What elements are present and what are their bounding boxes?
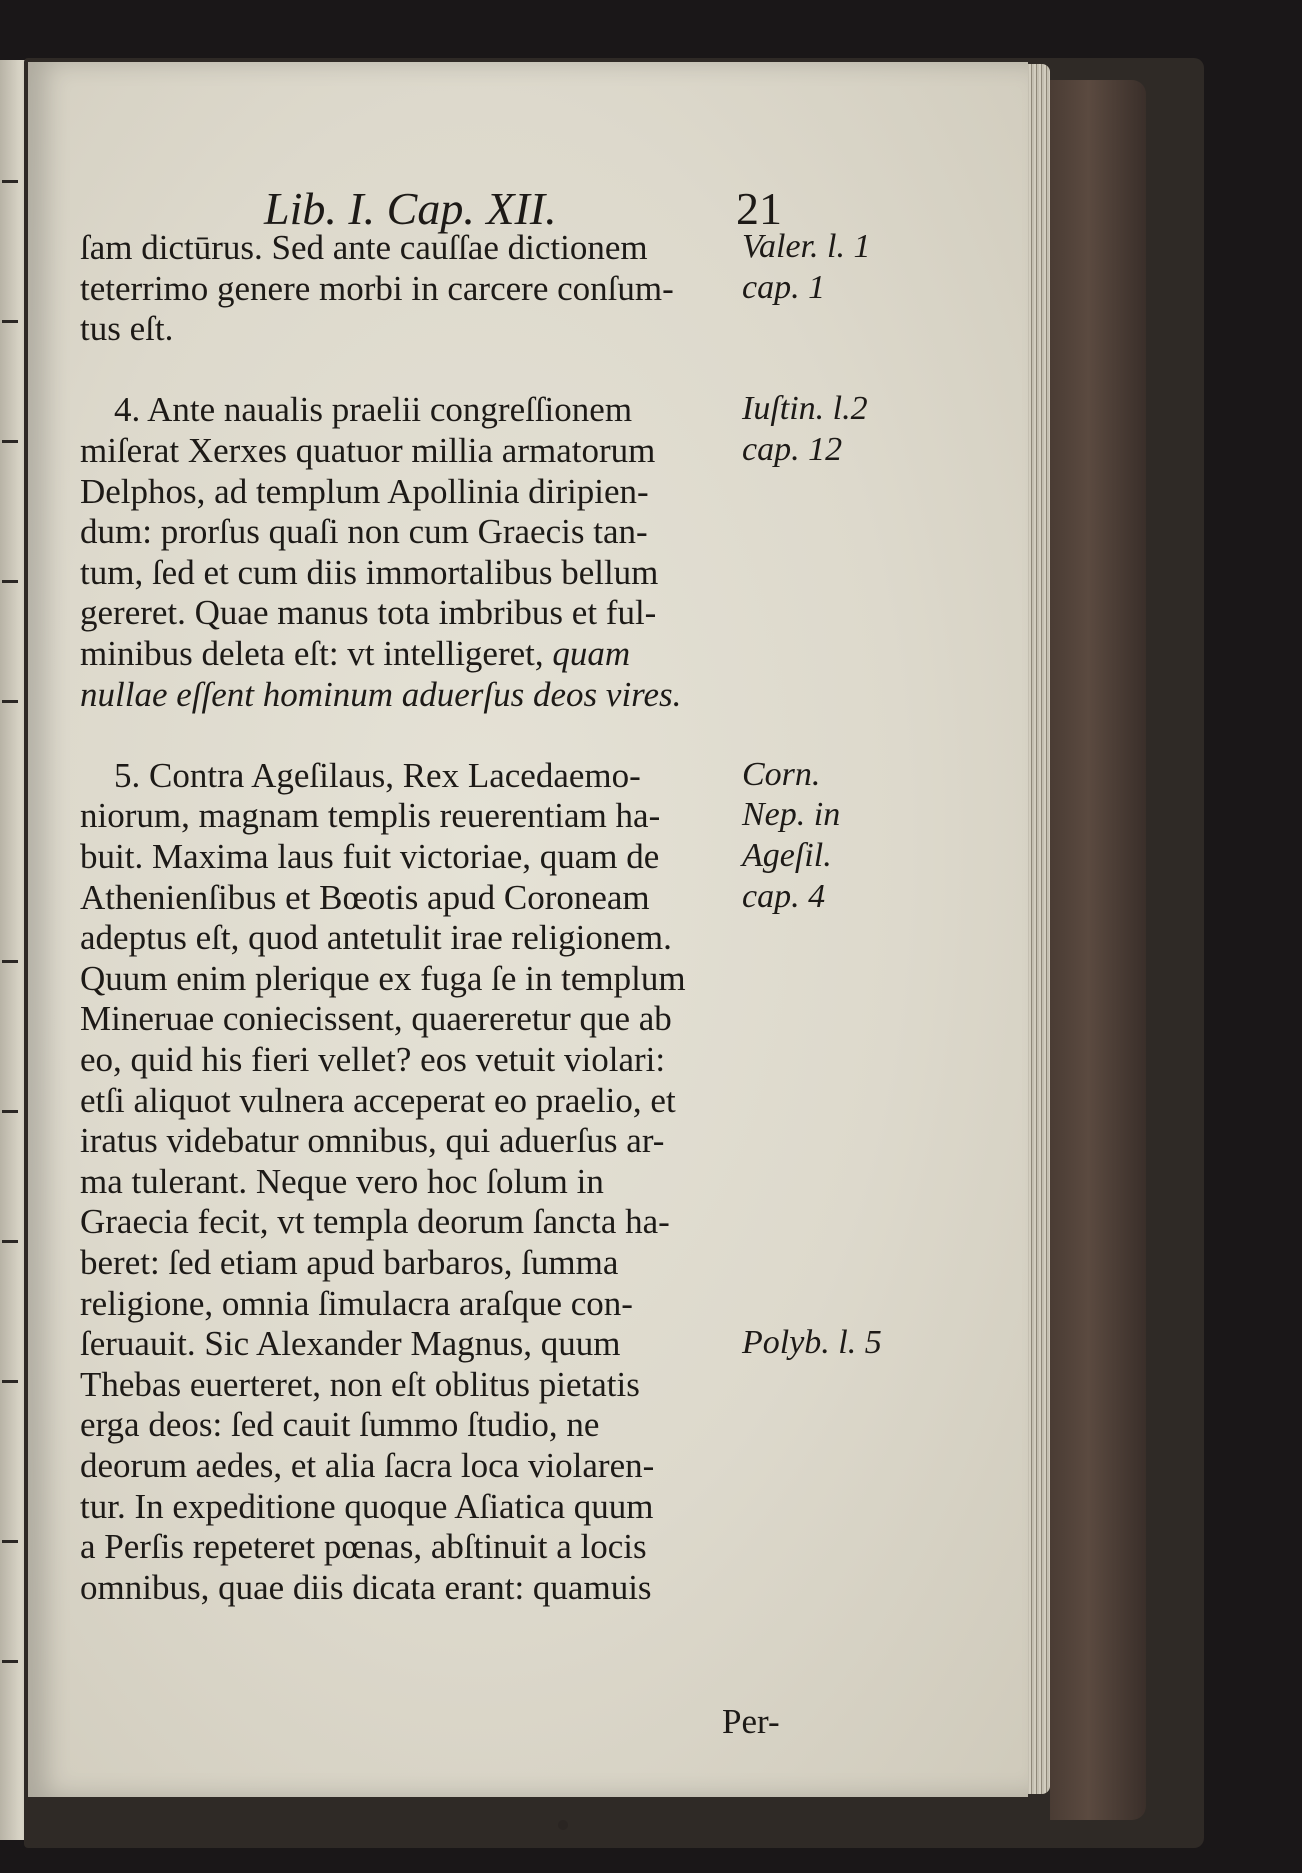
text-line: Athenienſibus et Bœotis apud Coroneam [80,877,650,917]
text-line: buit. Maxima laus fuit victoriae, quam de [80,837,660,876]
page-number: 21 [736,183,782,234]
text-line: a Perſis repeteret pœnas, abſtinuit a locis [80,1527,647,1567]
text-line: Quum enim plerique ex fuga ſe in templum [80,958,686,998]
text-line: etſi aliquot vulnera acceperat eo praelio, et [80,1080,676,1120]
text-line: nullae eſſent hominum aduerſus deos vires. [80,674,682,714]
text-line: iratus videbatur omnibus, qui aduerſus ar- [80,1121,665,1161]
text-line: 5. Contra Ageſilaus, Rex Lacedaemo- [114,755,641,795]
text-line: ſam dictūrus. Sed ante cauſſae dictionem [80,228,648,267]
text-line: beret: ſed etiam apud barbaros, ſumma [80,1243,619,1282]
text-line: Thebas euerteret, non eſt oblitus pietatis [80,1364,640,1404]
margin-note: Corn. [742,755,821,793]
book-cover-edge [1050,80,1146,1820]
running-title: Lib. I. Cap. XII. [264,183,557,234]
margin-note: cap. 4 [742,877,826,915]
text-line: gereret. Quae manus tota imbribus et ful- [80,593,657,633]
text-line: tus eſt. [80,309,174,349]
text-line: dum: prorſus quaſi non cum Graecis tan- [80,512,648,552]
margin-notes [742,228,1022,1708]
italic-fragment: quam [552,634,631,673]
text-line: deorum aedes, et alia ſacra loca violaren- [80,1446,655,1485]
text-line: tum, ſed et cum diis immortalibus bellum [80,552,659,592]
text-line: 4. Ante naualis praelii congreſſionem [114,390,633,430]
text-line: ma tulerant. Neque vero hoc ſolum in [80,1161,604,1201]
text-line: teterrimo genere morbi in carcere conſum- [80,268,674,308]
body-text [80,228,730,1708]
text-line: religione, omnia ſimulacra araſque con- [80,1283,633,1323]
text-line: adeptus eſt, quod antetulit irae religionem. [80,918,672,958]
text-line: miſerat Xerxes quatuor millia armatorum [80,431,656,470]
margin-note: cap. 1 [742,268,826,306]
printed-page [28,62,1028,1797]
text-line: Delphos, ad templum Apollinia diripien- [80,471,649,511]
text-line: erga deos: ſed cauit ſummo ſtudio, ne [80,1405,600,1445]
text-line: tur. In expeditione quoque Aſiatica quum [80,1486,654,1526]
text-line: Mineruae coniecissent, quaereretur que ab [80,999,672,1039]
margin-note: Nep. in [742,796,841,834]
text-line: Graecia fecit, vt templa deorum ſancta ha- [80,1202,670,1242]
text-line: ſeruauit. Sic Alexander Magnus, quum [80,1324,621,1364]
catchword: Per- [722,1702,780,1741]
text-line: eo, quid his fieri vellet? eos vetuit violari: [80,1040,666,1079]
margin-note: Ageſil. [742,837,832,874]
margin-note: cap. 12 [742,431,843,468]
signature-mark [558,1820,568,1830]
text-line: minibus deleta eſt: vt intelligeret, quam [80,634,631,673]
margin-note: Polyb. l. 5 [742,1324,882,1362]
margin-note: Iuſtin. l.2 [742,390,868,428]
text-line: omnibus, quae diis dicata erant: quamuis [80,1567,652,1607]
text-line: niorum, magnam templis reuerentiam ha- [80,796,661,836]
margin-note: Valer. l. 1 [742,228,871,265]
